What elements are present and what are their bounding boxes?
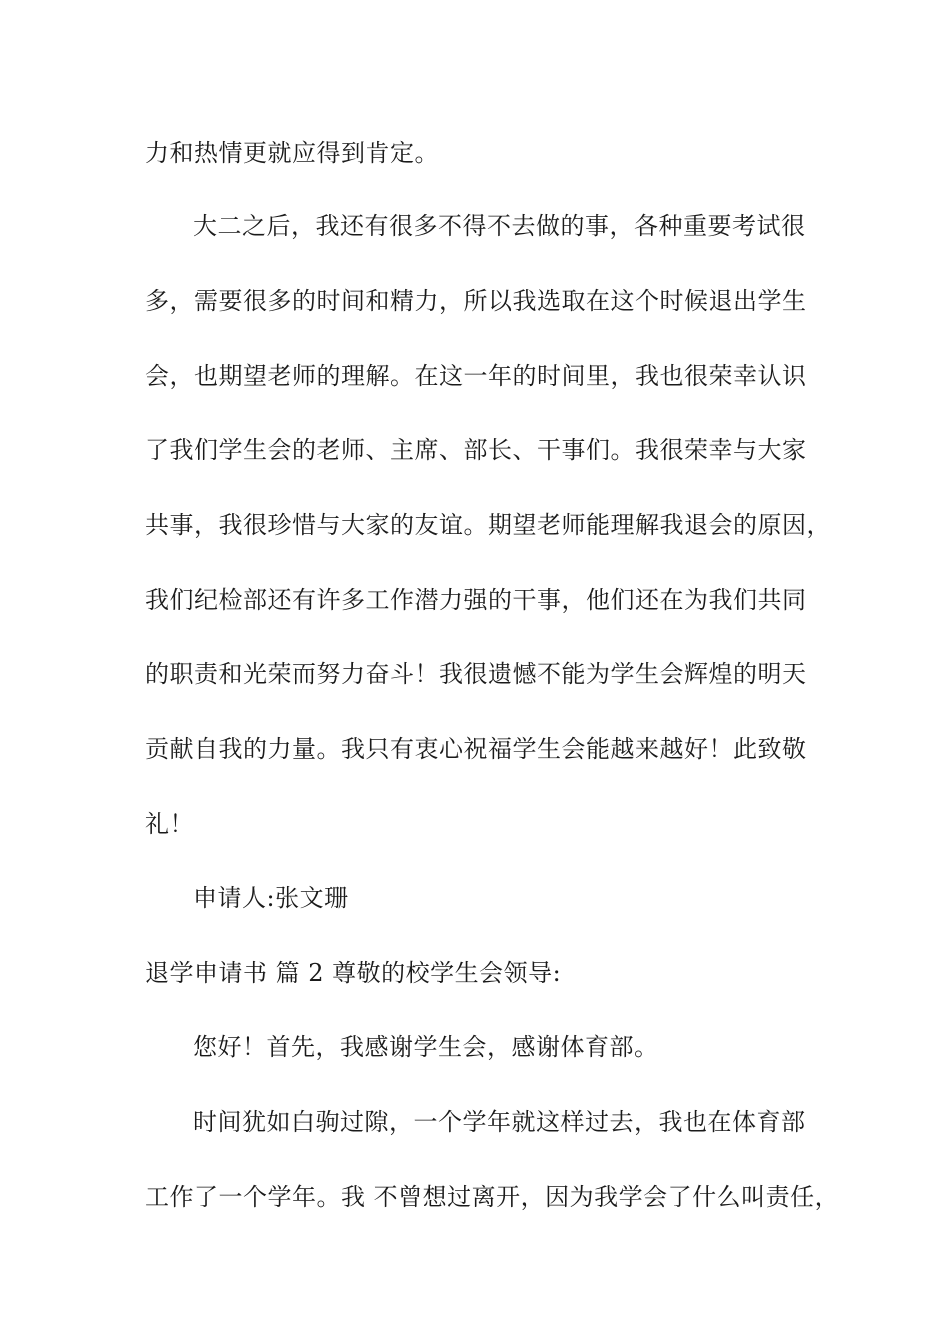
signature-line: 申请人:张文珊: [193, 884, 349, 912]
text-line-3: 多，需要很多的时间和精力，所以我选取在这个时候退出学生: [145, 287, 807, 315]
text-line-14: 时间犹如白驹过隙，一个学年就这样过去，我也在体育部: [193, 1108, 806, 1136]
text-line-8: 的职责和光荣而努力奋斗！我很遗憾不能为学生会辉煌的明天: [145, 660, 807, 688]
text-line-7: 我们纪检部还有许多工作潜力强的干事，他们还在为我们共同: [145, 586, 807, 614]
text-line-13: 您好！首先，我感谢学生会，感谢体育部。: [193, 1033, 659, 1061]
text-line-15: 工作了一个学年。我 不曾想过离开，因为我学会了什么叫责任，: [145, 1183, 840, 1211]
text-line-9: 贡献自我的力量。我只有衷心祝福学生会能越来越好！此致敬: [145, 735, 807, 763]
text-line-1: 力和热情更就应得到肯定。: [145, 139, 439, 167]
text-line-4: 会，也期望老师的理解。在这一年的时间里，我也很荣幸认识: [145, 362, 807, 390]
text-line-5: 了我们学生会的老师、主席、部长、干事们。我很荣幸与大家: [145, 436, 807, 464]
text-line-2: 大二之后，我还有很多不得不去做的事，各种重要考试很: [193, 212, 806, 240]
text-line-6: 共事，我很珍惜与大家的友谊。期望老师能理解我退会的原因，: [145, 511, 831, 539]
text-line-10: 礼！: [145, 810, 194, 838]
section-heading: 退学申请书 篇 2 尊敬的校学生会领导:: [145, 959, 562, 987]
